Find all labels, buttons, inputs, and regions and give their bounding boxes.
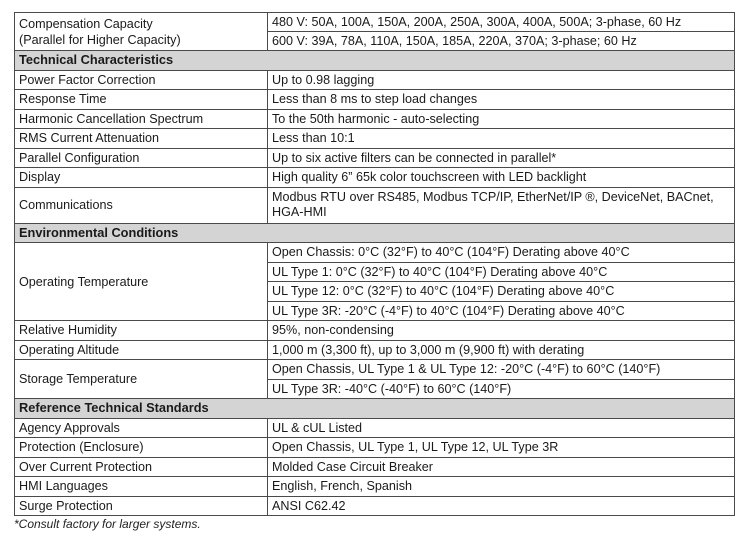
spec-value	[268, 13, 735, 51]
spec-value: To the 50th harmonic - auto-selecting	[268, 109, 735, 129]
section-header-row	[15, 51, 735, 71]
spec-label: Relative Humidity	[15, 321, 268, 341]
section-title: Reference Technical Standards	[15, 399, 735, 419]
spec-value: Open Chassis, UL Type 1, UL Type 12, UL Type 3R	[268, 438, 735, 458]
spec-value-line: 600 V: 39A, 78A, 110A, 150A, 185A, 220A, 370A; 3-phase; 60 Hz	[268, 31, 734, 50]
spec-value: UL Type 3R: -40°C (-40°F) to 60°C (140°F)	[268, 379, 735, 399]
table-row	[15, 168, 735, 188]
spec-label-line: Compensation Capacity	[19, 16, 153, 31]
table-row	[15, 477, 735, 497]
section-title: Environmental Conditions	[15, 223, 735, 243]
spec-label: Harmonic Cancellation Spectrum	[15, 109, 268, 129]
table-row	[15, 148, 735, 168]
table-row	[15, 340, 735, 360]
spec-value: 95%, non-condensing	[268, 321, 735, 341]
spec-label: Agency Approvals	[15, 418, 268, 438]
spec-label: Surge Protection	[15, 496, 268, 516]
section-header-row	[15, 399, 735, 419]
table-row	[15, 187, 735, 223]
spec-value: Up to 0.98 lagging	[268, 70, 735, 90]
spec-label: Display	[15, 168, 268, 188]
section-title: Technical Characteristics	[15, 51, 735, 71]
spec-label: Operating Temperature	[15, 243, 268, 321]
spec-value: High quality 6” 65k color touchscreen with LED backlight	[268, 168, 735, 188]
spec-label: Storage Temperature	[15, 360, 268, 399]
table-row	[15, 418, 735, 438]
spec-label: Protection (Enclosure)	[15, 438, 268, 458]
spec-value: UL & cUL Listed	[268, 418, 735, 438]
spec-label: Power Factor Correction	[15, 70, 268, 90]
table-row	[15, 438, 735, 458]
spec-value: Less than 10:1	[268, 129, 735, 149]
section-header-row	[15, 223, 735, 243]
spec-value: Open Chassis: 0°C (32°F) to 40°C (104°F) Derating above 40°C	[268, 243, 735, 263]
spec-label: Parallel Configuration	[15, 148, 268, 168]
spec-label: Operating Altitude	[15, 340, 268, 360]
spec-value: English, French, Spanish	[268, 477, 735, 497]
table-row	[15, 457, 735, 477]
spec-label: HMI Languages	[15, 477, 268, 497]
table-row	[15, 13, 735, 51]
table-row	[15, 90, 735, 110]
table-row	[15, 129, 735, 149]
spec-table-body	[15, 13, 735, 516]
spec-value: UL Type 1: 0°C (32°F) to 40°C (104°F) Derating above 40°C	[268, 262, 735, 282]
spec-label: RMS Current Attenuation	[15, 129, 268, 149]
spec-value: Modbus RTU over RS485, Modbus TCP/IP, EtherNet/IP ®, DeviceNet, BACnet, HGA-HMI	[268, 187, 735, 223]
spec-label: Communications	[15, 187, 268, 223]
spec-value: Less than 8 ms to step load changes	[268, 90, 735, 110]
table-row	[15, 109, 735, 129]
spec-value-line: 480 V: 50A, 100A, 150A, 200A, 250A, 300A, 400A, 500A; 3-phase, 60 Hz	[272, 15, 682, 29]
spec-value: Open Chassis, UL Type 1 & UL Type 12: -20°C (-4°F) to 60°C (140°F)	[268, 360, 735, 380]
table-row	[15, 70, 735, 90]
spec-value: Up to six active filters can be connected in parallel*	[268, 148, 735, 168]
table-row	[15, 321, 735, 341]
spec-label-line: (Parallel for Higher Capacity)	[19, 32, 181, 47]
spec-value: Molded Case Circuit Breaker	[268, 457, 735, 477]
spec-value: ANSI C62.42	[268, 496, 735, 516]
table-row	[15, 496, 735, 516]
spec-label: Over Current Protection	[15, 457, 268, 477]
spec-value: 1,000 m (3,300 ft), up to 3,000 m (9,900 ft) with derating	[268, 340, 735, 360]
table-row	[15, 243, 735, 263]
spec-table	[14, 12, 735, 516]
spec-label	[15, 13, 268, 51]
spec-value: UL Type 3R: -20°C (-4°F) to 40°C (104°F) Derating above 40°C	[268, 301, 735, 321]
footnote: *Consult factory for larger systems.	[14, 517, 201, 531]
table-row	[15, 360, 735, 380]
spec-value: UL Type 12: 0°C (32°F) to 40°C (104°F) Derating above 40°C	[268, 282, 735, 302]
spec-label: Response Time	[15, 90, 268, 110]
